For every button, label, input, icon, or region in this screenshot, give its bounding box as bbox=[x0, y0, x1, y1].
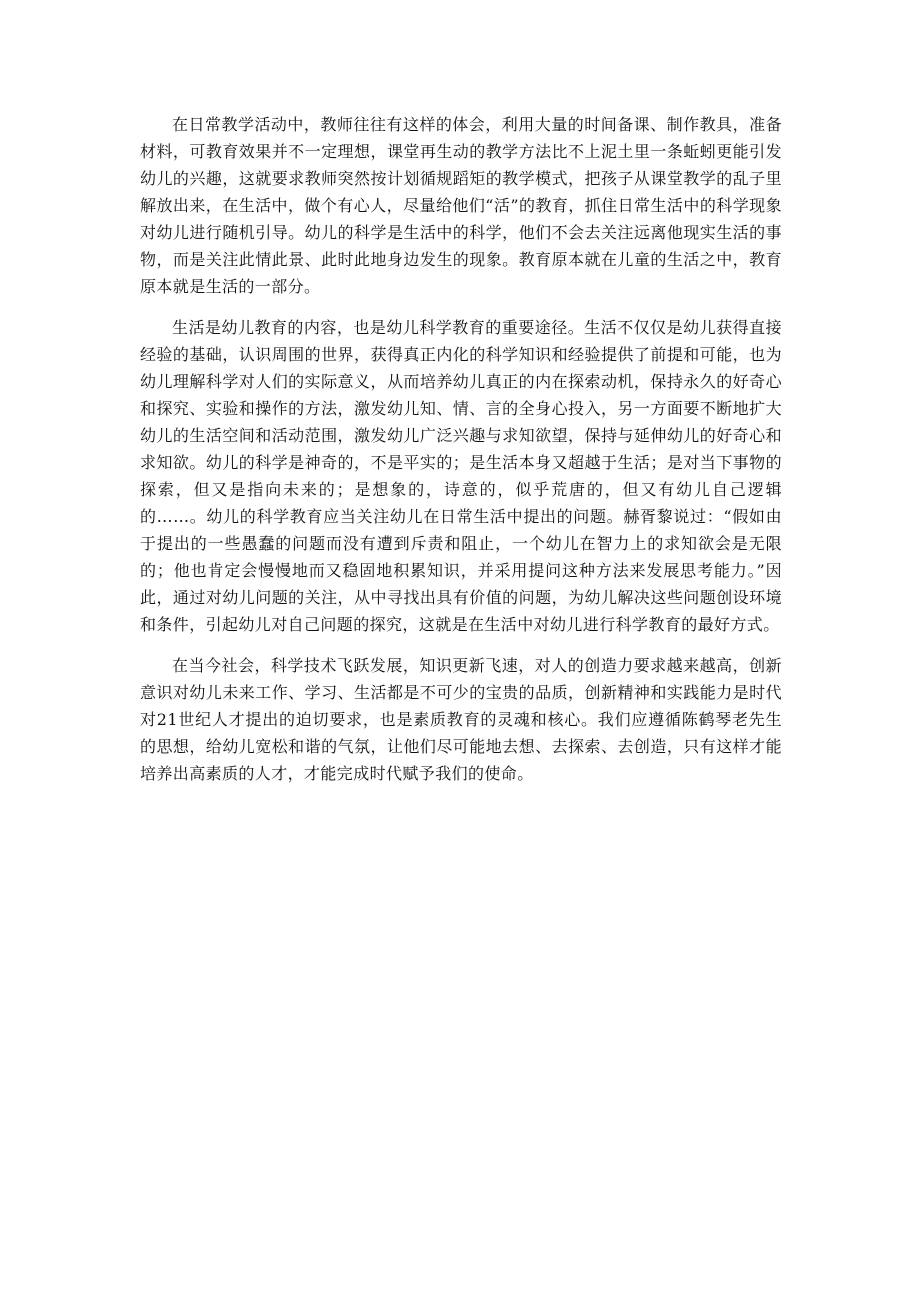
document-body bbox=[140, 111, 782, 787]
paragraph-2: 生活是幼儿教育的内容，也是幼儿科学教育的重要途径。生活不仅仅是幼儿获得直接经验的基础，认识周围的世界，获得真正内化的科学知识和经验提供了前提和可能，也为幼儿理解科学对人们的实际意义，从而培养幼儿真正的内在探索动机，保持永久的好奇心和探究、实验和操作的方法，激发幼儿知、情、言的全身心投入，另一方面要不断地扩大幼儿的生活空间和活动范围，激发幼儿广泛兴趣与求知欲望，保持与延伸幼儿的好奇心和求知欲。幼儿的科学是神奇的，不是平实的；是生活本身又超越于生活；是对当下事物的探索，但又是指向未来的；是想象的，诗意的，似乎荒唐的，但又有幼儿自己逻辑的……。幼儿的科学教育应当关注幼儿在日常生活中提出的问题。赫胥黎说过：“假如由于提出的一些愚蠢的问题而没有遭到斥责和阻止，一个幼儿在智力上的求知欲会是无限的；他也肯定会慢慢地而又稳固地积累知识，并采用提问这种方法来发展思考能力。”因此，通过对幼儿问题的关注，从中寻找出具有价值的问题，为幼儿解决这些问题创设环境和条件，引起幼儿对自己问题的探究，这就是在生活中对幼儿进行科学教育的最好方式。 bbox=[140, 318, 782, 634]
paragraph-1: 在日常教学活动中，教师往往有这样的体会，利用大量的时间备课、制作教具，准备材料，可教育效果并不一定理想，课堂再生动的教学方法比不上泥土里一条蚯蚓更能引发幼儿的兴趣，这就要求教师突然按计划循规蹈矩的教学模式，把孩子从课堂教学的乱子里解放出来，在生活中，做个有心人，尽量给他们“活”的教育，抓住日常生活中的科学现象对幼儿进行随机引导。幼儿的科学是生活中的科学，他们不会去关注远离他现实生活的事物，而是关注此情此景、此时此地身边发生的现象。教育原本就在儿童的生活之中，教育原本就是生活的一部分。 bbox=[140, 115, 782, 296]
paragraph-3: 在当今社会，科学技术飞跃发展，知识更新飞速，对人的创造力要求越来越高，创新意识对幼儿未来工作、学习、生活都是不可少的宝贵的品质，创新精神和实践能力是时代对21世纪人才提出的迫切要求，也是素质教育的灵魂和核心。我们应遵循陈鹤琴老先生的思想，给幼儿宽松和谐的气氛，让他们尽可能地去想、去探索、去创造，只有这样才能培养出高素质的人才，才能完成时代赋予我们的使命。 bbox=[140, 656, 782, 783]
